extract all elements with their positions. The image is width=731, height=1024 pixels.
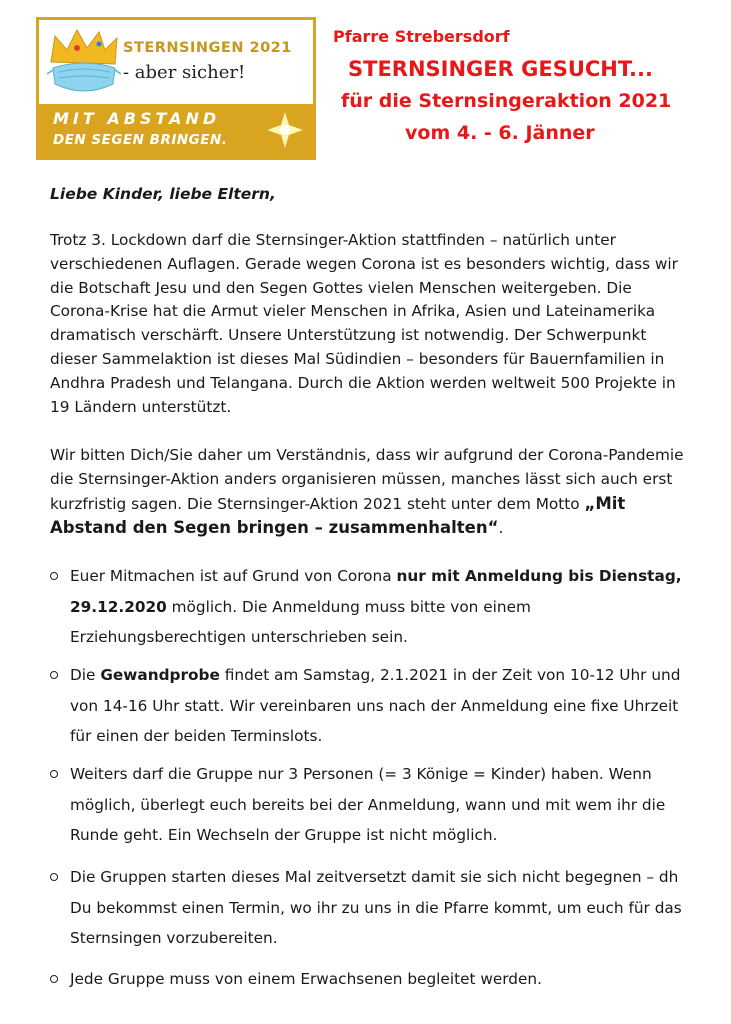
list-item-text-pre: Die [70, 666, 101, 684]
crown-mask-icon [47, 28, 121, 98]
sternsingen-logo [36, 17, 316, 160]
parish-name: Pfarre Strebersdorf [333, 27, 510, 46]
bullet-circle-icon [50, 873, 58, 881]
list-item-text: Weiters darf die Gruppe nur 3 Personen (= 3 Könige = Kinder) haben. Wenn möglich, überlegt euch bereits bei der Anmeldung, wann und mit wem ihr die Runde geht. Ein Wechseln der Gruppe ist nicht möglich. [70, 765, 666, 844]
logo-band [39, 104, 313, 157]
bullet-circle-icon [50, 671, 58, 679]
bullet-circle-icon [50, 770, 58, 778]
motto-text: „Mit Abstand den Segen bringen – zusammenhalten“ [50, 493, 626, 538]
logo-line1: STERNSINGEN 2021 [123, 40, 292, 56]
page-title: STERNSINGER GESUCHT... [348, 57, 653, 81]
bullet-circle-icon [50, 572, 58, 580]
page-subtitle: für die Sternsingeraktion 2021 [341, 90, 672, 112]
motto-paragraph [50, 444, 690, 541]
registration-deadline: nur mit Anmeldung bis Dienstag, 29.12.2020 [70, 567, 682, 616]
list-item-text [70, 561, 700, 653]
costume-rehearsal: Gewandprobe [100, 666, 220, 684]
intro-paragraph: Trotz 3. Lockdown darf die Sternsinger-Aktion stattfinden – natürlich unter verschiedenen Auflagen. Gerade wegen Corona ist es besonders wichtig, dass wir die Botschaft Jesu und den Segen Gottes vielen Menschen weitergeben. Die Corona-Krise hat die Armut vieler Menschen in Afrika, Asien und Lateinamerika dramatisch verschärft. Unsere Unterstützung ist notwendig. Der Schwerpunkt dieser Sammelaktion ist dieses Mal Südindien – besonders für Bauernfamilien in Andhra Pradesh und Telangana. Durch die Aktion werden weltweit 500 Projekte in 19 Ländern unterstützt. [50, 231, 678, 416]
logo-top [39, 20, 313, 102]
list-item-text: Jede Gruppe muss von einem Erwachsenen begleitet werden. [70, 970, 542, 988]
list-item-text-post: möglich. Die Anmeldung muss bitte von einem Erziehungsberechtigen unterschrieben sein. [70, 597, 531, 646]
list-item-text: Die Gruppen starten dieses Mal zeitversetzt damit sie sich nicht begegnen – dh Du bekommst einen Termin, wo ihr zu uns in die Pfarre kommt, um euch für das Sternsingen vorzubereiten. [70, 868, 682, 947]
list-item-text-post: findet am Samstag, 2.1.2021 in der Zeit von 10-12 Uhr und von 14-16 Uhr statt. Wir vereinbaren uns nach der Anmeldung eine fixe Uhrzeit für einen der beiden Terminslots. [70, 666, 681, 745]
event-dates: vom 4. - 6. Jänner [405, 122, 595, 144]
motto-paragraph-end: . [498, 519, 504, 538]
logo-band-line2: DEN SEGEN BRINGEN. [53, 132, 228, 148]
logo-band-line1: MIT ABSTAND [53, 109, 221, 128]
bullet-circle-icon [50, 975, 58, 983]
star-icon [265, 110, 305, 150]
logo-line2: - aber sicher! [123, 62, 246, 83]
list-item-text [70, 660, 700, 752]
list-item-text-pre: Euer Mitmachen ist auf Grund von Corona [70, 567, 397, 585]
greeting: Liebe Kinder, liebe Eltern, [50, 185, 276, 203]
motto-paragraph-text: Wir bitten Dich/Sie daher um Verständnis, dass wir aufgrund der Corona-Pandemie die Sternsinger-Aktion anders organisieren müssen, manches lässt sich auch erst kurzfristig sagen. Die Sternsinger-Aktion 2021 steht unter dem Motto [50, 446, 684, 513]
